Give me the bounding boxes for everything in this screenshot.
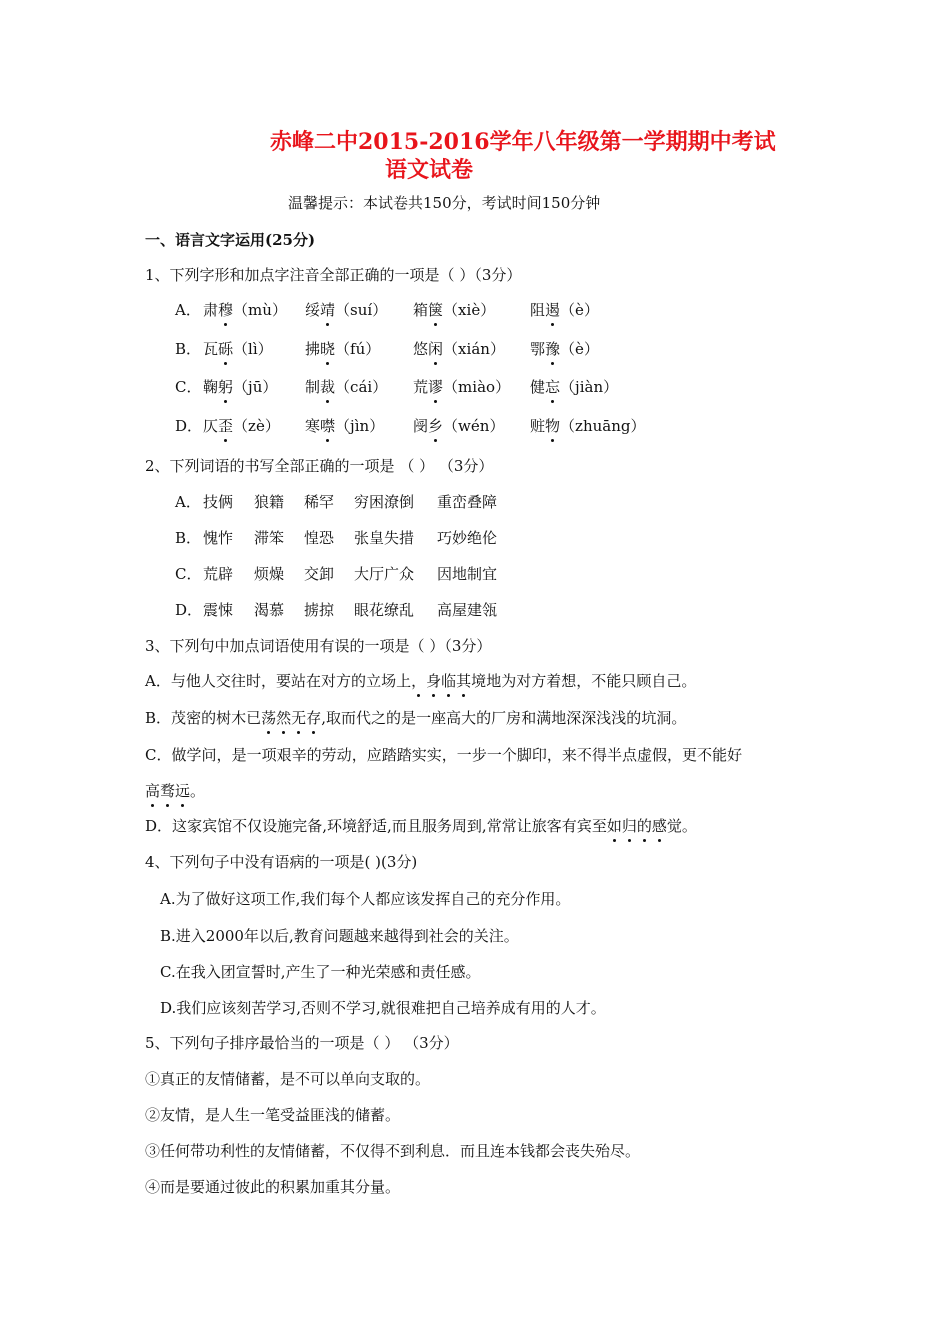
q2-option-word: 滞笨 (254, 529, 285, 547)
q2-option-word: 重峦叠障 (437, 493, 498, 511)
q1-option-letter: D． (175, 417, 203, 435)
q2-stem: 2、下列词语的书写全部正确的一项是 （ ） （3分） (145, 457, 494, 475)
q2-option-letter: C． (175, 565, 202, 583)
q2-option-word: 愧怍 (203, 529, 234, 547)
q1-option-word: 赃物（zhuāng） (530, 417, 646, 435)
q1-option-word: 阻遏（è） (530, 301, 599, 319)
q1-option-letter: A． (175, 301, 201, 319)
exam-subtitle: 语文试卷 (385, 157, 474, 183)
q2-option-word: 渴慕 (254, 601, 285, 619)
q5-sentence-3: ③任何带功利性的友情储蓄，不仅得不到利息．而且连本钱都会丧失殆尽。 (145, 1142, 641, 1160)
exam-title: 赤峰二中2015-2016学年八年级第一学期期中考试 (270, 129, 776, 155)
q1-option-word: 健忘（jiàn） (530, 378, 619, 396)
q1-option-word: 制裁（cái） (305, 378, 388, 396)
q1-option-word: 箱箧（xiè） (413, 301, 496, 319)
q5-sentence-4: ④而是要通过彼此的积累加重其分量。 (145, 1178, 401, 1196)
q5-sentence-2: ②友情，是人生一笔受益匪浅的储蓄。 (145, 1106, 401, 1124)
q5-stem: 5、下列句子排序最恰当的一项是（ ） （3分） (145, 1034, 459, 1052)
q2-option-word: 大厅广众 (354, 565, 415, 583)
q1-option-word: 阌乡（wén） (413, 417, 505, 435)
q3-option-d: D．这家宾馆不仅设施完备,环境舒适,而且服务周到,常常让旅客有宾至如归的感觉。 (145, 817, 697, 835)
q2-option-word: 稀罕 (304, 493, 335, 511)
q2-option-word: 技俩 (203, 493, 234, 511)
q3-option-b: B．茂密的树木已荡然无存,取而代之的是一座高大的厂房和满地深深浅浅的坑洞。 (145, 709, 687, 727)
q2-option-word: 交卸 (304, 565, 335, 583)
section-heading: 一、语言文字运用(25分) (145, 231, 316, 249)
q2-option-word: 掳掠 (304, 601, 335, 619)
q2-option-word: 惶恐 (304, 529, 335, 547)
q1-option-word: 寒噤（jìn） (305, 417, 385, 435)
q2-option-word: 高屋建瓴 (437, 601, 498, 619)
q2-option-letter: D． (175, 601, 203, 619)
q2-option-letter: B． (175, 529, 202, 547)
q1-option-letter: C． (175, 378, 202, 396)
q4-stem: 4、下列句子中没有语病的一项是( )(3分) (145, 853, 418, 871)
q1-option-word: 荒谬（miào） (413, 378, 511, 396)
q2-option-word: 狼籍 (254, 493, 285, 511)
q2-option-word: 眼花缭乱 (354, 601, 415, 619)
q1-option-word: 鄂豫（è） (530, 340, 599, 358)
q3-option-a: A．与他人交往时，要站在对方的立场上，身临其境地为对方着想，不能只顾自己。 (145, 672, 697, 690)
q1-option-word: 鞠躬（jū） (203, 378, 278, 396)
q5-sentence-1: ①真正的友情储蓄，是不可以单向支取的。 (145, 1070, 431, 1088)
q4-option-c: C.在我入团宣誓时,产生了一种光荣感和责任感。 (160, 963, 481, 981)
q2-option-word: 张皇失措 (354, 529, 415, 547)
q1-option-word: 肃穆（mù） (203, 301, 287, 319)
q2-option-word: 烦燥 (254, 565, 285, 583)
q3-option-c-line2: 高骛远。 (145, 782, 206, 800)
q2-option-word: 荒辟 (203, 565, 234, 583)
q1-option-word: 瓦砾（lì） (203, 340, 273, 358)
q1-option-word: 绥靖（suí） (305, 301, 388, 319)
q4-option-a: A.为了做好这项工作,我们每个人都应该发挥自己的充分作用。 (160, 890, 571, 908)
q2-option-word: 穷困潦倒 (354, 493, 415, 511)
exam-tip: 温馨提示：本试卷共150分，考试时间150分钟 (288, 194, 601, 212)
q1-option-word: 悠闲（xián） (413, 340, 505, 358)
q1-option-word: 仄歪（zè） (203, 417, 280, 435)
q1-option-word: 拂晓（fú） (305, 340, 381, 358)
q4-option-b: B.进入2000年以后,教育问题越来越得到社会的关注。 (160, 927, 519, 945)
q1-option-letter: B． (175, 340, 202, 358)
q2-option-word: 巧妙绝伦 (437, 529, 498, 547)
q4-option-d: D.我们应该刻苦学习,否则不学习,就很难把自己培养成有用的人才。 (160, 999, 606, 1017)
q3-option-c-line1: C．做学问，是一项艰辛的劳动，应踏踏实实，一步一个脚印，来不得半点虚假，更不能好 (145, 746, 743, 764)
q2-option-word: 因地制宜 (437, 565, 498, 583)
q1-stem: 1、下列字形和加点字注音全部正确的一项是（ ）（3分） (145, 266, 522, 284)
q3-stem: 3、下列句中加点词语使用有误的一项是（ ）（3分） (145, 637, 492, 655)
q2-option-letter: A． (175, 493, 201, 511)
q2-option-word: 震悚 (203, 601, 234, 619)
